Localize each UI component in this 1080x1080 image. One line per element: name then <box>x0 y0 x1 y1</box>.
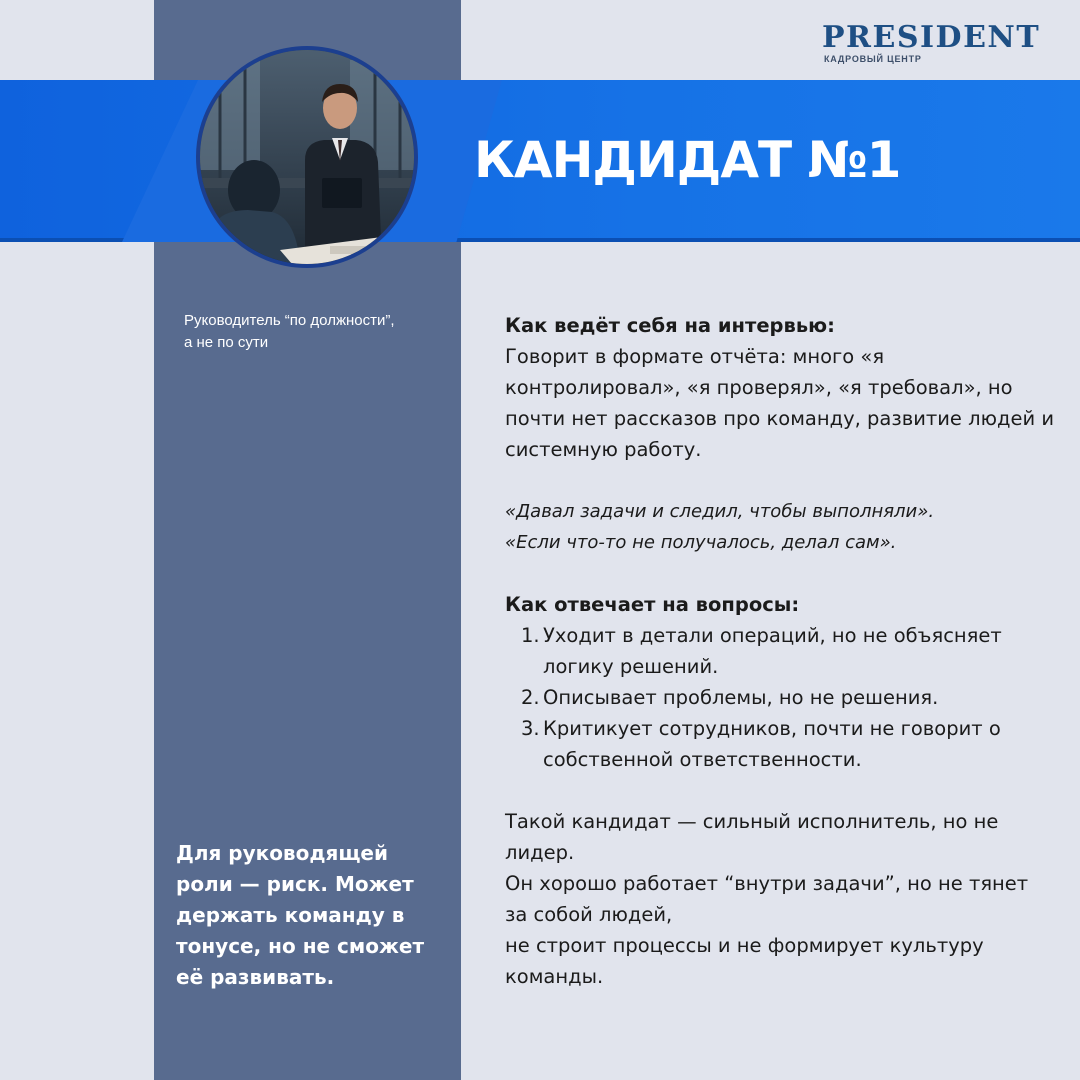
conclusion-text: Для руководящей роли — риск. Может держать команду в тонусе, но не сможет её развивать. <box>176 841 425 989</box>
list-item-text: Описывает проблемы, но не решения. <box>543 686 939 709</box>
office-scene-image <box>200 50 414 264</box>
list-item-text: Уходит в детали операций, но не объясняет логику решений. <box>543 624 1002 678</box>
behavior-text: Говорит в формате отчёта: много «я контролировал», «я проверял», «я требовал», но почти нет рассказов про команду, развитие людей и системную работу. <box>505 345 1055 461</box>
list-item <box>505 620 1055 682</box>
quote-line: «Давал задачи и следил, чтобы выполняли». <box>505 501 935 522</box>
page-title: КАНДИДАТ №1 <box>474 131 901 189</box>
behavior-heading: Как ведёт себя на интервью: <box>505 314 835 337</box>
list-item <box>505 713 1055 775</box>
quote-line: «Если что-то не получалось, делал сам». <box>505 532 897 553</box>
candidate-photo <box>196 46 418 268</box>
summary-line: не строит процессы и не формирует культуру команды. <box>505 934 984 988</box>
candidate-subtitle <box>184 310 454 354</box>
brand-tagline: КАДРОВЫЙ ЦЕНТР <box>824 54 922 64</box>
main-content <box>505 310 1055 992</box>
list-item-number: 3. <box>521 717 540 740</box>
summary-line: Он хорошо работает “внутри задачи”, но не тянет за собой людей, <box>505 872 1029 926</box>
list-item <box>505 682 1055 713</box>
summary-line: Такой кандидат — сильный исполнитель, но не лидер. <box>505 810 999 864</box>
brand-logo <box>822 20 1052 64</box>
brand-name: PRESIDENT <box>822 20 1041 55</box>
answers-list <box>505 620 1055 775</box>
list-item-number: 1. <box>521 624 540 647</box>
list-item-number: 2. <box>521 686 540 709</box>
subtitle-line: а не по сути <box>184 334 269 351</box>
list-item-text: Критикует сотрудников, почти не говорит о собственной ответственности. <box>543 717 1001 771</box>
subtitle-line: Руководитель “по должности”, <box>184 312 395 329</box>
answers-heading: Как отвечает на вопросы: <box>505 593 800 616</box>
